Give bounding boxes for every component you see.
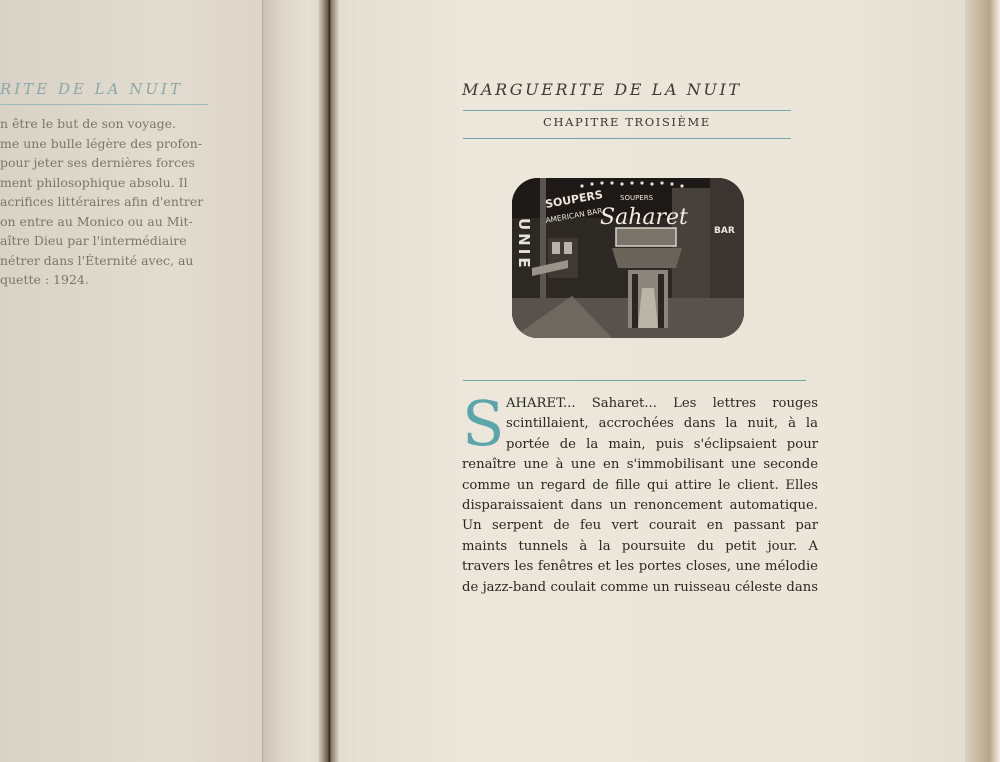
sign-soupers: SOUPERS bbox=[544, 188, 604, 211]
sign-unie: UNIE bbox=[515, 218, 533, 271]
left-running-head: RITE DE LA NUIT bbox=[0, 80, 183, 98]
left-line: n être le but de son voyage. bbox=[0, 116, 177, 131]
head-rule-top bbox=[463, 110, 791, 111]
book-gutter bbox=[318, 0, 340, 762]
drop-cap: S bbox=[462, 387, 505, 460]
left-line: aître Dieu par l'intermédiaire bbox=[0, 233, 187, 248]
left-page-text bbox=[0, 114, 205, 290]
head-rule-bottom bbox=[463, 138, 791, 139]
nightclub-illustration bbox=[512, 178, 744, 338]
left-head-rule bbox=[0, 104, 208, 105]
left-line: on entre au Monico ou au Mit- bbox=[0, 213, 193, 229]
text-line: comme un regard de fille qui attire le client. Elles bbox=[462, 477, 818, 493]
text-rule bbox=[463, 380, 806, 381]
body-text bbox=[462, 387, 818, 598]
chapter-title: CHAPITRE TROISIÈME bbox=[543, 115, 711, 129]
text-line: maints tunnels à la poursuite du petit jour. A bbox=[462, 538, 818, 554]
text-line: renaître une à une en s'immobilisant une seconde bbox=[462, 457, 818, 473]
text-line: portée de la main, puis s'éclipsaient pour bbox=[506, 436, 818, 452]
sign-american-bar: AMERICAN BAR bbox=[544, 206, 604, 225]
left-line: quette : 1924. bbox=[0, 272, 89, 287]
text-line: travers les fenêtres et les portes closes, une mélodie bbox=[462, 559, 818, 575]
text-line: AHARET... Saharet... Les lettres rouges bbox=[506, 396, 818, 411]
text-line: de jazz-band coulait comme un ruisseau céleste dans bbox=[462, 579, 818, 595]
left-line: me une bulle légère des profon- bbox=[0, 135, 202, 151]
text-line: Un serpent de feu vert courait en passant par bbox=[462, 518, 818, 534]
left-line: acrifices littéraires afin d'entrer bbox=[0, 194, 204, 209]
running-head: MARGUERITE DE LA NUIT bbox=[462, 80, 742, 99]
text-line: scintillaient, accrochées dans la nuit, à la bbox=[506, 416, 818, 432]
left-line: ment philosophique absolu. Il bbox=[0, 174, 188, 190]
sign-soupers-small: SOUPERS bbox=[620, 194, 654, 202]
right-page-edge bbox=[965, 0, 1000, 762]
sign-saharet: Saharet bbox=[600, 205, 688, 230]
sign-bar: BAR bbox=[714, 226, 735, 236]
left-line: pour jeter ses dernières forces bbox=[0, 155, 195, 170]
text-line: disparaissaient dans un renoncement automatique. bbox=[462, 497, 818, 513]
left-line: nétrer dans l'Éternité avec, au bbox=[0, 252, 194, 268]
